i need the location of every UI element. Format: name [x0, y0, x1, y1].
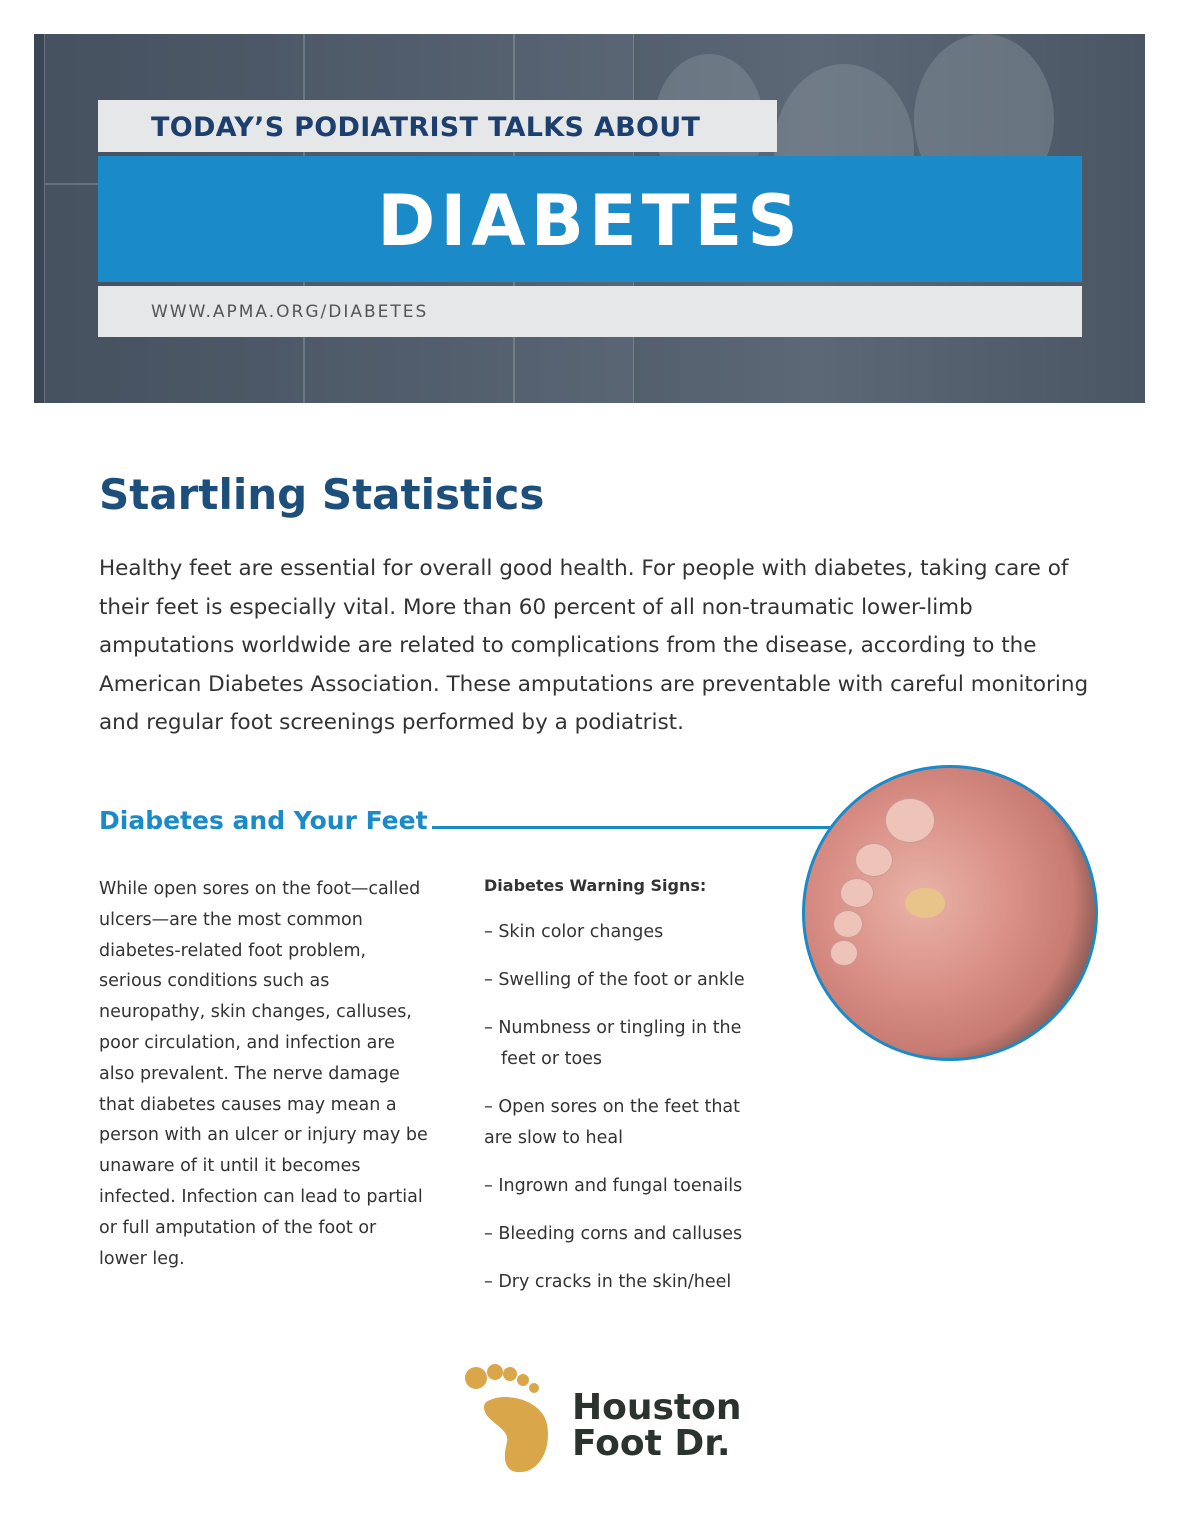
list-item-text: – Bleeding corns and calluses	[484, 1224, 743, 1244]
section-heading-statistics: Startling Statistics	[99, 470, 545, 519]
banner-kicker: TODAY’S PODIATRIST TALKS ABOUT	[98, 100, 777, 152]
list-item-text: – Numbness or tingling in the	[484, 1018, 742, 1038]
section-heading-feet: Diabetes and Your Feet	[99, 806, 428, 835]
list-item	[484, 1267, 784, 1298]
logo-line-1: Houston	[572, 1387, 742, 1428]
list-item-text: – Dry cracks in the skin/heel	[484, 1272, 732, 1292]
list-item-text: – Ingrown and fungal toenails	[484, 1176, 743, 1196]
banner-url: WWW.APMA.ORG/DIABETES	[98, 286, 1082, 337]
houston-foot-dr-logo	[462, 1362, 742, 1477]
footprint-icon	[462, 1362, 562, 1477]
logo-line-2: Foot Dr.	[572, 1423, 731, 1464]
list-item-text: – Skin color changes	[484, 922, 664, 942]
feet-paragraph: While open sores on the foot—called ulcers—are the most common diabetes-related foot problem, serious conditions such as neuropathy, skin changes, calluses, poor circulation, and infection are also prevalent. The nerve damage that diabetes causes may mean a person with an ulcer or injury may be unaware of it until it becomes infected. Infection can lead to partial or full amputation of the foot or lower leg.	[99, 879, 428, 1269]
list-item-text: – Open sores on the feet that	[484, 1097, 740, 1117]
banner-title: DIABETES	[98, 156, 1082, 282]
list-item	[484, 1013, 784, 1075]
list-item-text: feet or toes	[501, 1049, 603, 1069]
list-item	[484, 1219, 784, 1250]
warning-signs-list	[484, 876, 784, 1315]
list-item-text: are slow to heal	[484, 1128, 624, 1148]
list-item-text: – Swelling of the foot or ankle	[484, 970, 745, 990]
heading-rule	[432, 826, 832, 829]
list-item	[484, 1171, 784, 1202]
list-item	[484, 917, 784, 948]
intro-paragraph: Healthy feet are essential for overall good health. For people with diabetes, taking care of their feet is especially vital. More than 60 percent of all non-traumatic lower-limb amputations worldwide are related to complications from the disease, according to the American Diabetes Association. These amputations are preventable with careful monitoring and regular foot screenings performed by a podiatrist.	[99, 556, 1089, 735]
warning-signs-heading: Diabetes Warning Signs:	[484, 876, 707, 895]
foot-ulcer-photo	[802, 765, 1098, 1061]
list-item	[484, 965, 784, 996]
list-item	[484, 1092, 784, 1154]
